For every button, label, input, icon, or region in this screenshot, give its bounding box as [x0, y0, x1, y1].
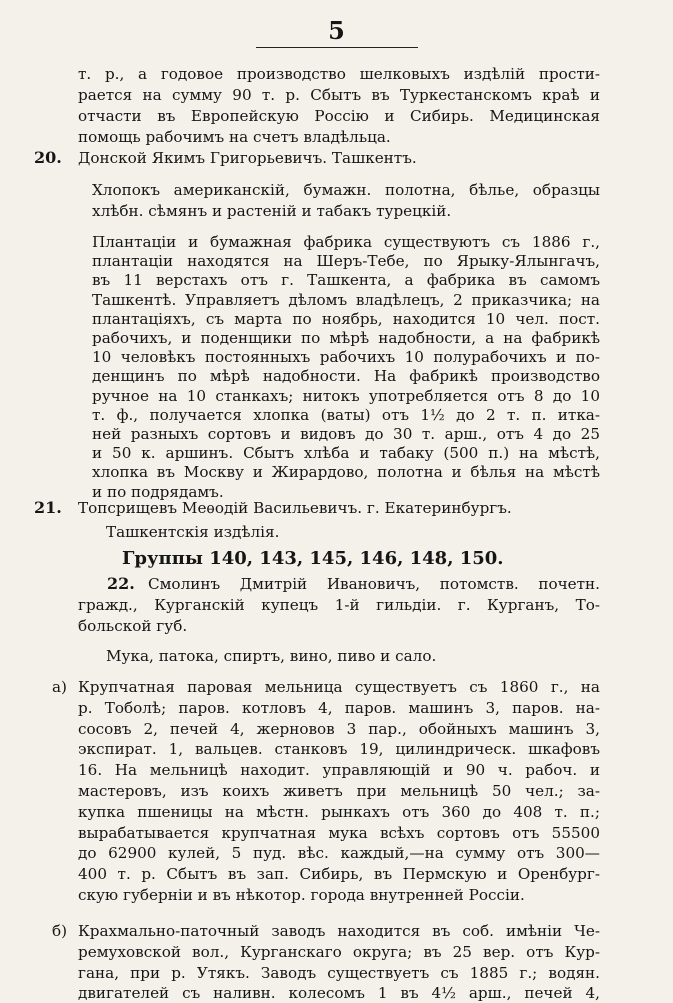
paragraph-line: т. ф., получается хлопка (ваты) отъ 1½ до 2 т. п. итка-: [92, 405, 600, 424]
entry-number: 22.: [107, 574, 135, 593]
paragraph-line: купка пшеницы на мѣстн. рынкахъ отъ 360 до 408 т. п.;: [78, 802, 600, 821]
paragraph-line: двигателей съ наливн. колесомъ 1 въ 4½ арш., печей 4,: [78, 984, 600, 1003]
paragraph-line: 10 человѣкъ постоянныхъ рабочихъ 10 полурабочихъ и по-: [92, 348, 600, 367]
paragraph-line: мастеровъ, изъ коихъ живетъ при мельницѣ 50 чел.; за-: [78, 782, 600, 800]
paragraph-line: Плантаціи и бумажная фабрика существуютъ съ 1886 г.,: [92, 233, 600, 251]
entry-title: больской губ.: [78, 617, 188, 635]
paragraph-line: отчасти въ Европейскую Россію и Сибирь. Медицинская: [78, 107, 600, 125]
paragraph-line: помощь рабочимъ на счетъ владѣльца.: [78, 128, 391, 146]
paragraph-line: т. р., а годовое производство шелковыхъ издѣлій прости-: [78, 65, 600, 83]
goods-line: хлѣбн. сѣмянъ и растеній и табакъ турецкій.: [92, 202, 452, 220]
paragraph-line: Крахмально-паточный заводъ находится въ соб. имѣніи Че-: [78, 922, 600, 940]
paragraph-line: плантаціи находятся на Шеръ-Тебе, по Ярыку-Ялынгачъ,: [92, 252, 600, 271]
paragraph-line: и 50 к. аршинъ. Сбытъ хлѣба и табаку (500 п.) на мѣстѣ,: [92, 444, 600, 463]
entry-number: 21.: [34, 498, 62, 517]
entry-title: гражд., Курганскій купецъ 1-й гильдіи. г. Курганъ, То-: [78, 596, 600, 614]
goods-line: Мука, патока, спиртъ, вино, пиво и сало.: [106, 647, 437, 665]
paragraph-line: въ 11 верстахъ отъ г. Ташкента, а фабрика въ самомъ: [92, 271, 600, 290]
goods-line: Ташкентскія издѣлія.: [106, 523, 280, 541]
item-label: б): [52, 922, 68, 940]
paragraph-line: денщинъ по мѣрѣ надобности. На фабрикѣ производство: [92, 367, 600, 386]
paragraph-line: вырабатывается крупчатная мука всѣхъ сортовъ отъ 55500: [78, 823, 600, 842]
paragraph-line: экспират. 1, вальцев. станковъ 19, цилиндрическ. шкафовъ: [78, 740, 600, 759]
entry-title: Топсрищевъ Меѳодій Васильевичъ. г. Екатеринбургъ.: [78, 499, 512, 517]
header-rule: [256, 47, 418, 48]
paragraph-line: хлопка въ Москву и Жирардово, полотна и бѣлья на мѣстѣ: [92, 463, 600, 482]
paragraph-line: ручное на 10 станкахъ; нитокъ употребляется отъ 8 до 10: [92, 386, 600, 405]
item-label: а): [52, 678, 67, 696]
goods-line: Хлопокъ американскій, бумажн. полотна, бѣлье, образцы: [92, 181, 600, 199]
paragraph-line: Крупчатная паровая мельница существуетъ съ 1860 г., на: [78, 678, 600, 696]
page-number: 5: [328, 16, 345, 45]
paragraph-line: до 62900 кулей, 5 пуд. вѣс. каждый,—на сумму отъ 300—: [78, 844, 600, 863]
entry-title: Донской Якимъ Григорьевичъ. Ташкентъ.: [78, 149, 417, 167]
paragraph-line: 16. На мельницѣ находит. управляющій и 90 ч. рабоч. и: [78, 761, 600, 780]
section-header: Группы 140, 143, 145, 146, 148, 150.: [122, 548, 504, 569]
entry-number: 20.: [34, 148, 62, 167]
paragraph-line: и по подрядамъ.: [92, 482, 224, 501]
paragraph-line: р. Тоболѣ; паров. котловъ 4, паров. машинъ 3, паров. на-: [78, 698, 600, 717]
paragraph-line: 400 т. р. Сбытъ въ зап. Сибирь, въ Пермскую и Оренбург-: [78, 865, 600, 884]
paragraph-line: гана, при р. Утякъ. Заводъ существуетъ съ 1885 г.; водян.: [78, 963, 600, 982]
paragraph-line: рабочихъ, и поденщики по мѣрѣ надобности, а на фабрикѣ: [92, 329, 600, 347]
entry-title: Смолинъ Дмитрій Ивановичъ, потомств. почетн.: [148, 575, 600, 593]
paragraph-line: Ташкентѣ. Управляетъ дѣломъ владѣлецъ, 2 приказчика; на: [92, 290, 600, 309]
paragraph-line: рается на сумму 90 т. р. Сбытъ въ Туркестанскомъ краѣ и: [78, 86, 600, 104]
paragraph-line: ремуховской вол., Курганскаго округа; въ 25 вер. отъ Кур-: [78, 942, 600, 961]
paragraph-line: плантаціяхъ, съ марта по ноябрь, находится 10 чел. пост.: [92, 309, 600, 328]
paragraph-line: скую губерніи и въ нѣкотор. города внутренней Россіи.: [78, 886, 525, 904]
paragraph-line: ней разныхъ сортовъ и видовъ до 30 т. арш., отъ 4 до 25: [92, 425, 600, 443]
paragraph-line: сосовъ 2, печей 4, жерновов 3 пар., обойныхъ машинъ 3,: [78, 719, 600, 738]
